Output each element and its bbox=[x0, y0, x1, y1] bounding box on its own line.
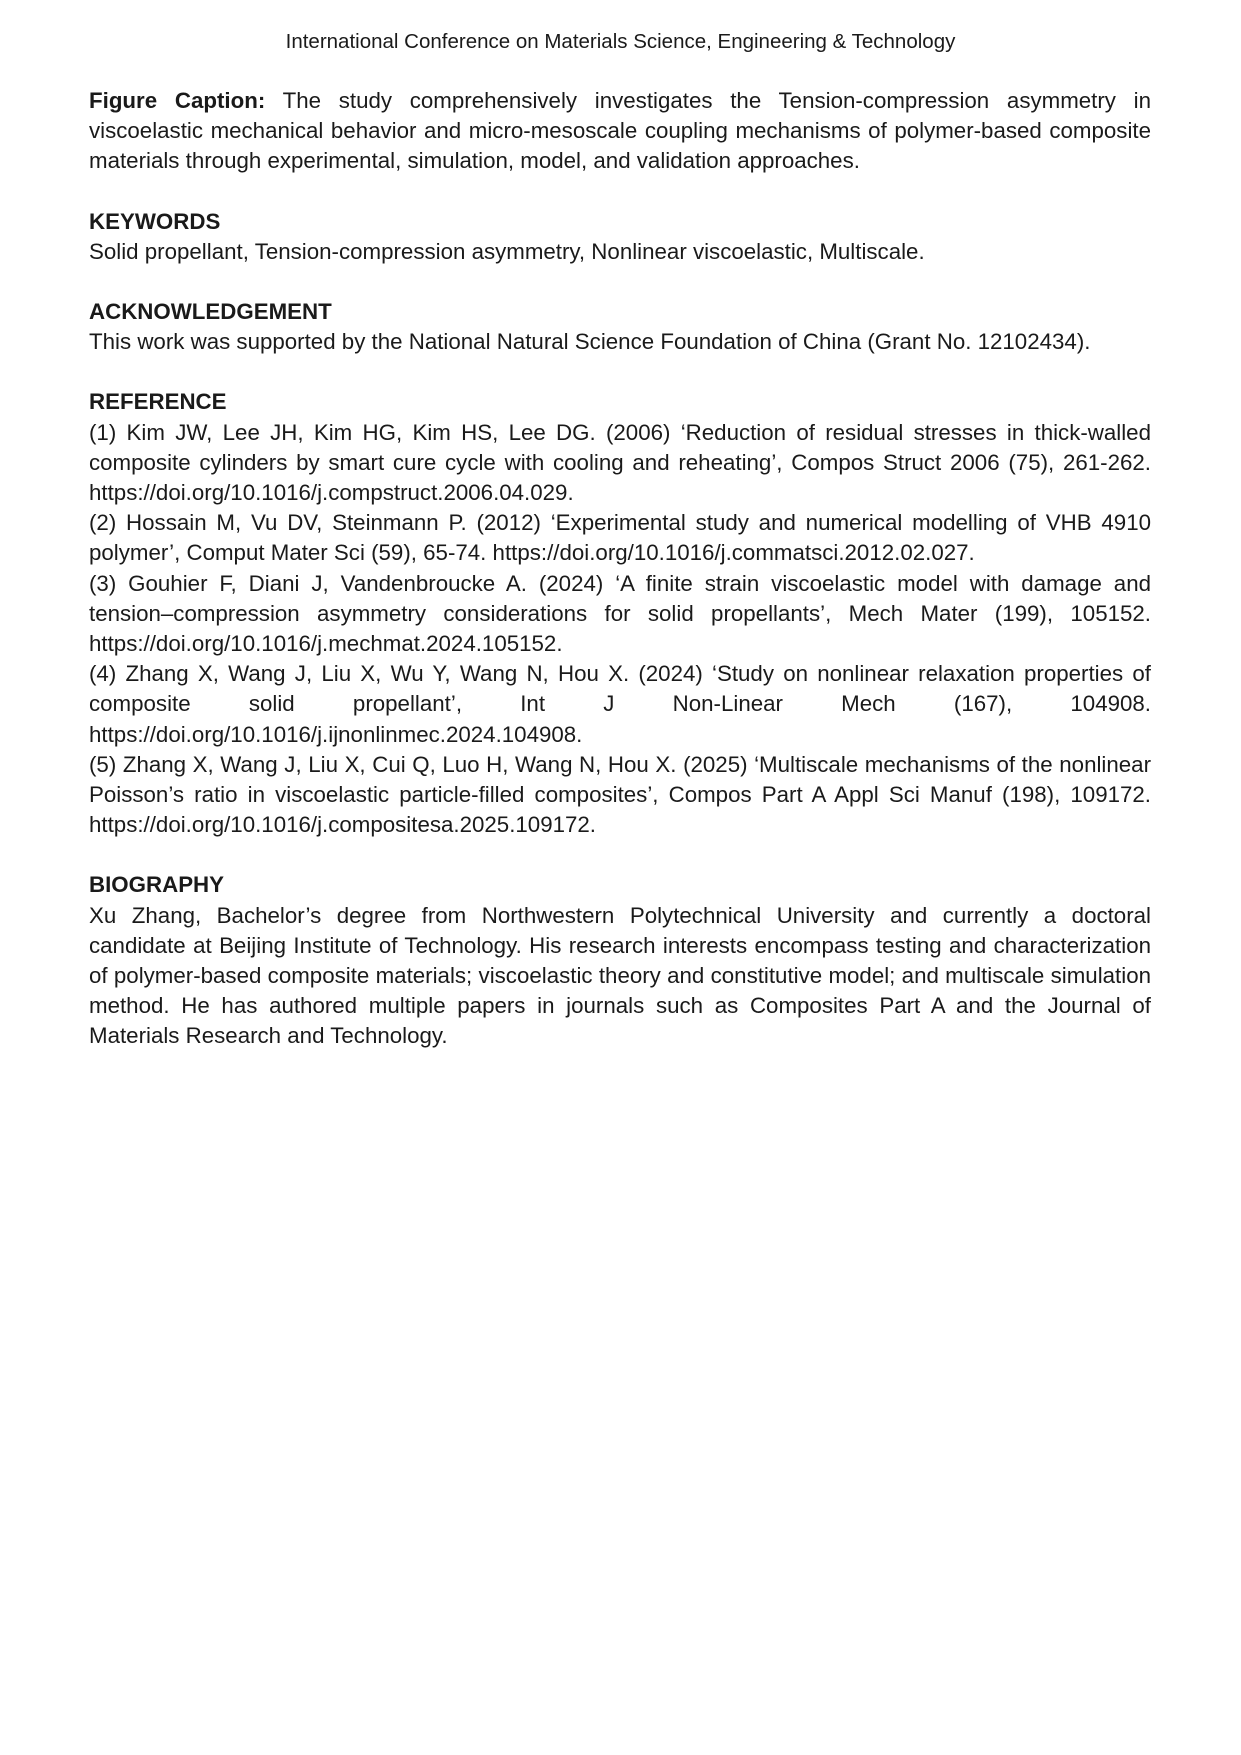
acknowledgement-section bbox=[89, 297, 1151, 357]
reference-item: (1) Kim JW, Lee JH, Kim HG, Kim HS, Lee DG. (2006) ‘Reduction of residual stresses in thick-walled composite cylinders by smart cure cycle with cooling and reheating’, Compos Struct 2006 (75), 261-262. https://doi.org/10.1016/j.compstruct.2006.04.029. bbox=[89, 419, 1151, 506]
figure-caption bbox=[89, 86, 1151, 177]
biography-heading: BIOGRAPHY bbox=[89, 872, 225, 898]
figure-caption-text: The study comprehensively investigates the Tension-compression asymmetry in viscoelastic mechanical behavior and micro-mesoscale coupling mechanisms of polymer-based composite materials through experimental, simulation, model, and validation approaches. bbox=[89, 88, 1152, 174]
reference-heading: REFERENCE bbox=[89, 389, 227, 415]
acknowledgement-text: This work was supported by the National Natural Science Foundation of China (Grant No. 12102434). bbox=[89, 329, 1091, 355]
reference-item: (4) Zhang X, Wang J, Liu X, Wu Y, Wang N, Hou X. (2024) ‘Study on nonlinear relaxation properties of composite solid propellant’, Int J Non-Linear Mech (167), 104908. https://doi.org/10.1016/j.ijnonlinmec.2024.104908. bbox=[89, 661, 1151, 747]
acknowledgement-heading: ACKNOWLEDGEMENT bbox=[89, 299, 332, 325]
keywords-section bbox=[89, 207, 1151, 267]
page-content bbox=[89, 86, 1151, 1052]
keywords-text: Solid propellant, Tension-compression asymmetry, Nonlinear viscoelastic, Multiscale. bbox=[89, 238, 925, 264]
reference-item: (3) Gouhier F, Diani J, Vandenbroucke A. (2024) ‘A finite strain viscoelastic model with damage and tension–compression asymmetry considerations for solid propellants’, Mech Mater (199), 105152. https://doi.org/10.1016/j.mechmat.2024.105152. bbox=[89, 570, 1151, 657]
running-header: International Conference on Materials Science, Engineering & Technology bbox=[285, 30, 956, 53]
biography-text: Xu Zhang, Bachelor’s degree from Northwestern Polytechnical University and currently a doctoral candidate at Beijing Institute of Technology. His research interests encompass testing and characterization of polymer-based composite materials; viscoelastic theory and constitutive model; and multiscale simulation method. He has authored multiple papers in journals such as Composites Part A and the Journal of Materials Research and Technology. bbox=[89, 902, 1151, 1049]
biography-section bbox=[89, 870, 1151, 1051]
figure-caption-label: Figure Caption: bbox=[89, 88, 266, 113]
reference-section bbox=[89, 387, 1151, 840]
reference-item: (2) Hossain M, Vu DV, Steinmann P. (2012) ‘Experimental study and numerical modelling of VHB 4910 polymer’, Comput Mater Sci (59), 65-74. https://doi.org/10.1016/j.commatsci.2012.02.027. bbox=[89, 510, 1151, 566]
keywords-heading: KEYWORDS bbox=[89, 208, 221, 234]
reference-item: (5) Zhang X, Wang J, Liu X, Cui Q, Luo H, Wang N, Hou X. (2025) ‘Multiscale mechanisms of the nonlinear Poisson’s ratio in viscoelastic particle-filled composites’, Compos Part A Appl Sci Manuf (198), 109172. https://doi.org/10.1016/j.compositesa.2025.109172. bbox=[89, 751, 1151, 838]
